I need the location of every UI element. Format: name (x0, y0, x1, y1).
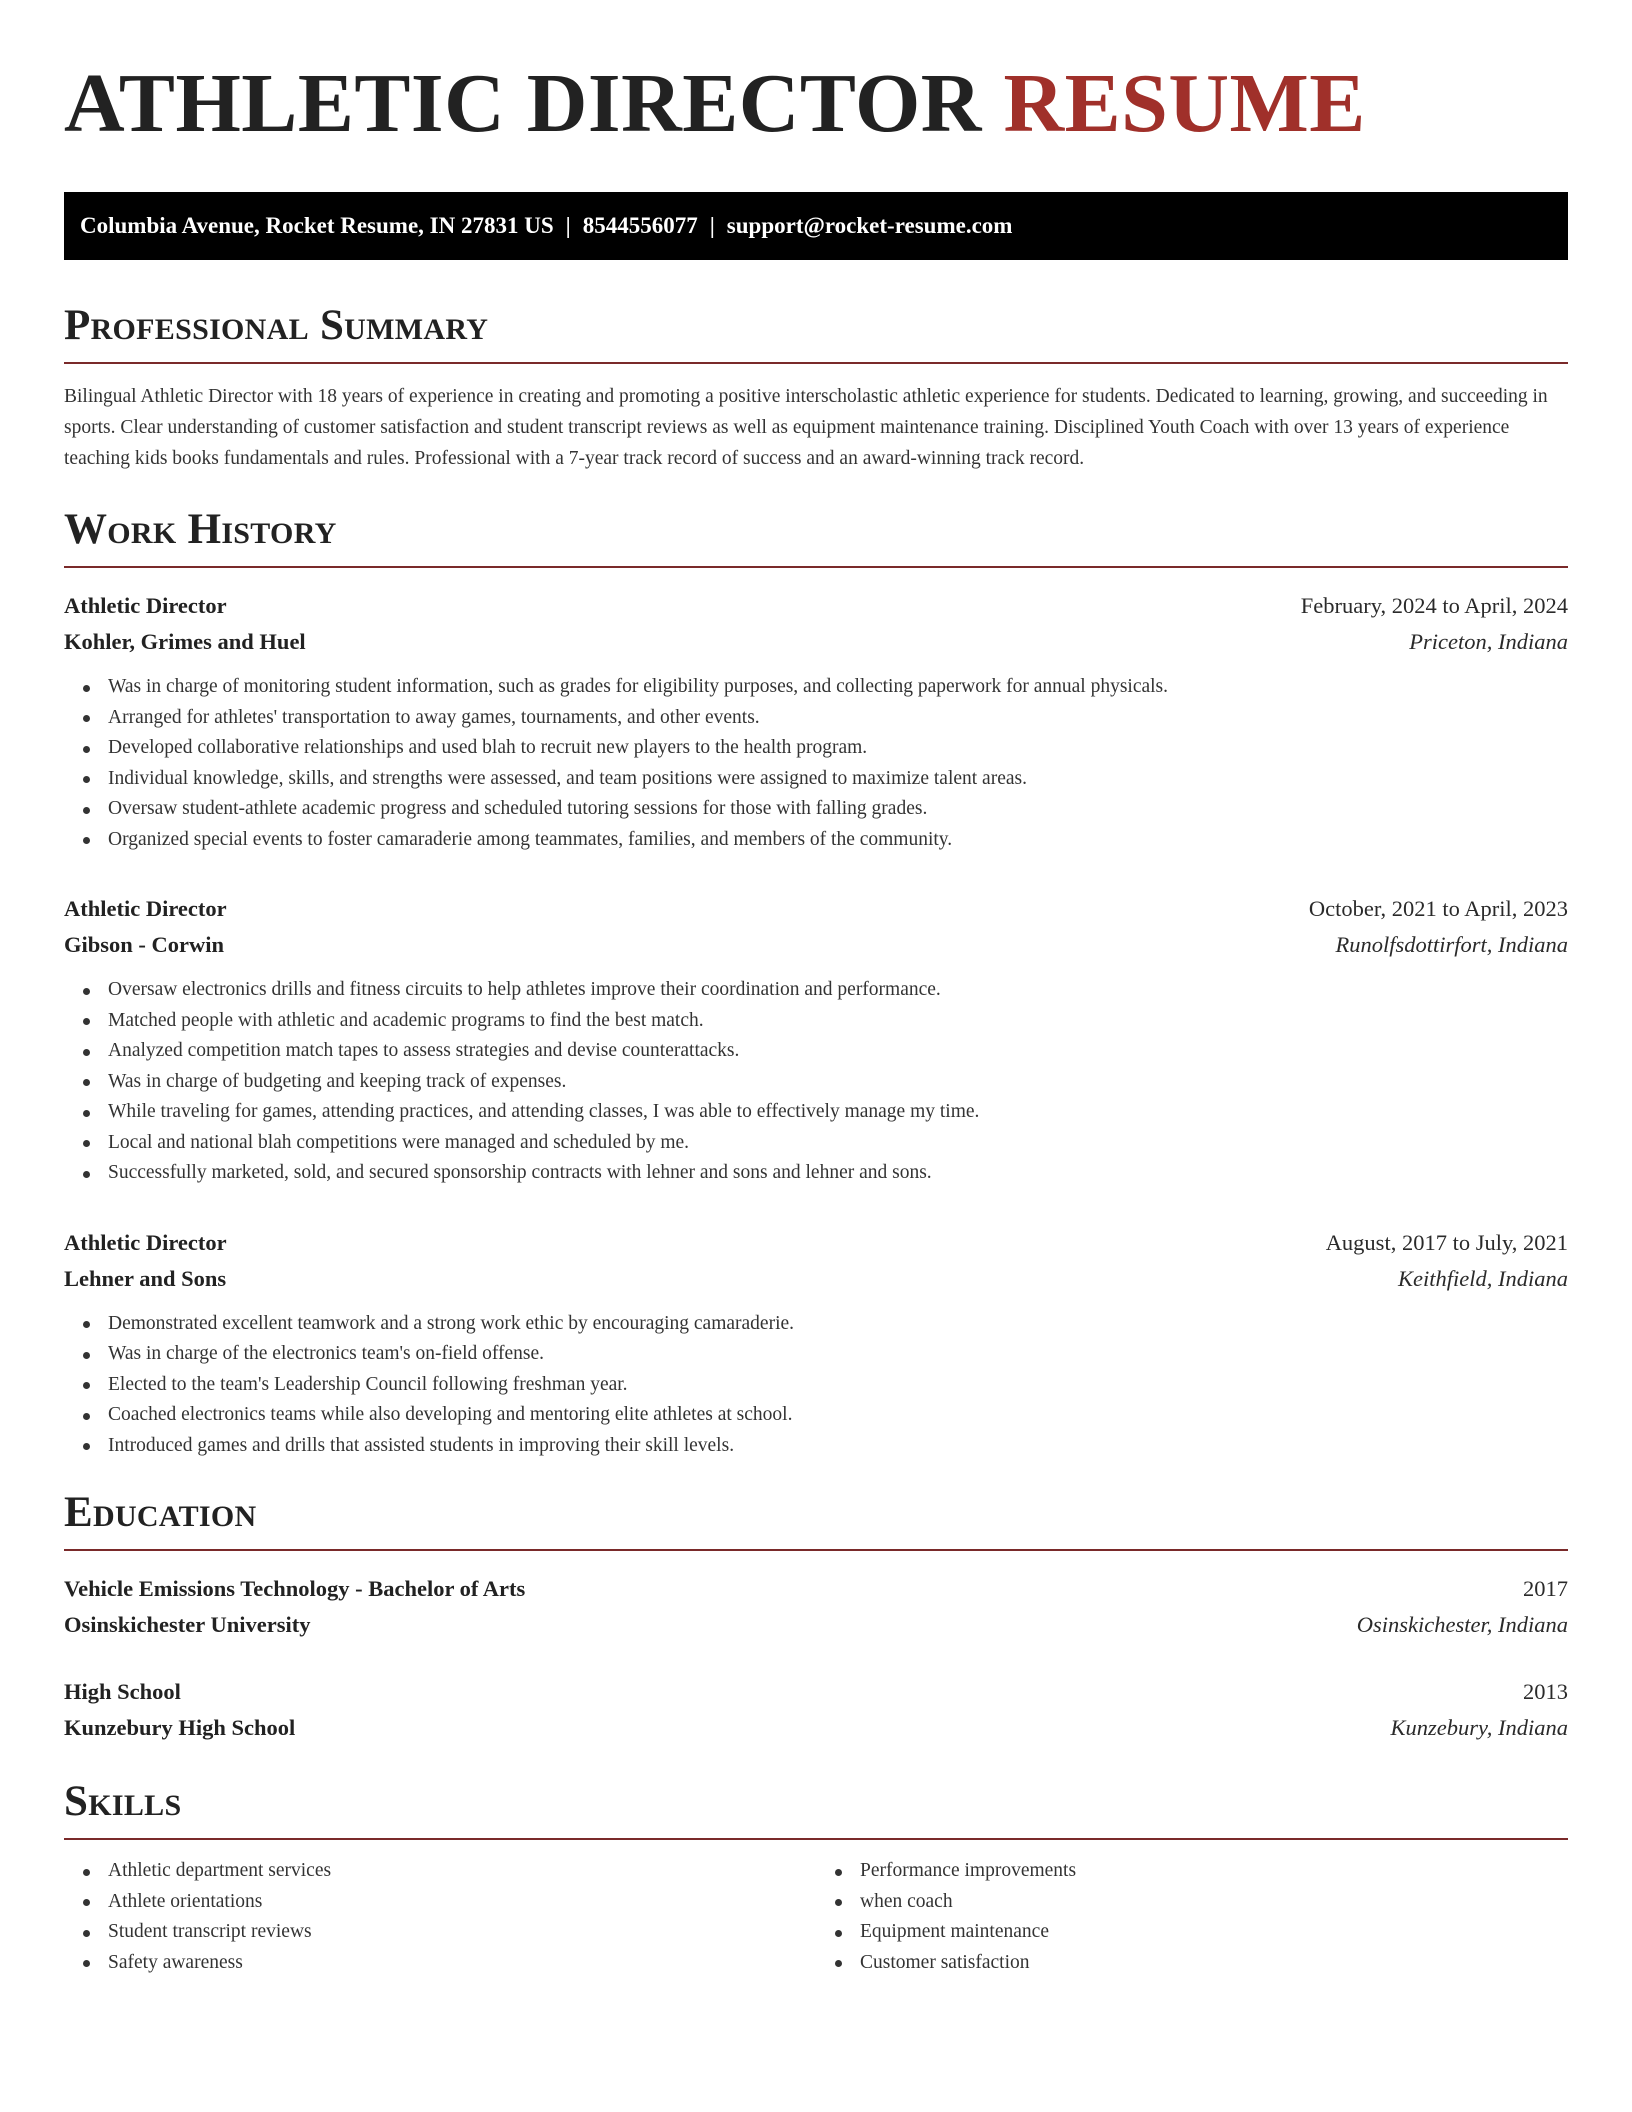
section-divider (64, 362, 1568, 364)
job-entry (64, 588, 1568, 855)
list-item: Local and national blah competitions were managed and scheduled by me. (64, 1128, 1568, 1159)
skill-item: Performance improvements (816, 1856, 1568, 1887)
title-accent: RESUME (1003, 57, 1366, 150)
resume-title (64, 58, 1568, 150)
job-dates: February, 2024 to April, 2024 (1300, 593, 1568, 618)
education-school: Osinskichester University (64, 1612, 311, 1637)
skills-column-right (816, 1856, 1568, 1978)
skills-column-left (64, 1856, 816, 1978)
section-heading: Professional Summary (64, 302, 489, 349)
education-entry (64, 1674, 1568, 1746)
job-location: Priceton, Indiana (1409, 629, 1568, 654)
list-item: Organized special events to foster camaraderie among teammates, families, and members of the community. (64, 825, 1568, 856)
job-dates: August, 2017 to July, 2021 (1325, 1229, 1568, 1255)
job-company: Kohler, Grimes and Huel (64, 629, 306, 654)
list-item: Was in charge of monitoring student information, such as grades for eligibility purposes, and collecting paperwork for annual physicals. (64, 672, 1568, 703)
job-title: Athletic Director (64, 896, 227, 921)
skill-item: Equipment maintenance (816, 1917, 1568, 1948)
job-company: Lehner and Sons (64, 1265, 227, 1291)
job-location: Keithfield, Indiana (1398, 1265, 1568, 1291)
summary-section (64, 300, 1568, 474)
job-bullets (64, 975, 1568, 1189)
list-item: Elected to the team's Leadership Council following freshman year. (64, 1370, 1568, 1401)
list-item: Coached electronics teams while also developing and mentoring elite athletes at school. (64, 1400, 1568, 1431)
education-degree: High School (64, 1679, 181, 1704)
section-divider (64, 566, 1568, 568)
section-divider (64, 1838, 1568, 1840)
skill-item: Student transcript reviews (64, 1917, 816, 1948)
section-divider (64, 1549, 1568, 1551)
contact-email: support@rocket-resume.com (726, 213, 1013, 238)
job-company: Gibson - Corwin (64, 932, 225, 957)
list-item: Demonstrated excellent teamwork and a strong work ethic by encouraging camaraderie. (64, 1309, 1568, 1340)
job-entry (64, 1225, 1568, 1462)
skill-item: Athletic department services (64, 1856, 816, 1887)
job-bullets (64, 672, 1568, 855)
education-year: 2017 (1523, 1576, 1568, 1601)
education-year: 2013 (1523, 1679, 1568, 1704)
job-dates: October, 2021 to April, 2023 (1308, 896, 1568, 921)
skills-grid (64, 1856, 1568, 1978)
summary-text: Bilingual Athletic Director with 18 years of experience in creating and promoting a positive interscholastic athletic experience for students. Dedicated to learning, growing, and succeeding in sports. Clear understanding of customer satisfaction and student transcript reviews as well as equipment maintenance training. Disciplined Youth Coach with over 13 years of experience teaching kids books fundamentals and rules. Professional with a 7-year track record of success and an award-winning track record. (64, 386, 1548, 469)
skill-item: Athlete orientations (64, 1887, 816, 1918)
section-heading: Work History (64, 506, 337, 553)
education-school: Kunzebury High School (64, 1715, 296, 1740)
list-item: Oversaw electronics drills and fitness circuits to help athletes improve their coordination and performance. (64, 975, 1568, 1006)
contact-separator: | (709, 213, 715, 238)
list-item: Was in charge of budgeting and keeping track of expenses. (64, 1067, 1568, 1098)
education-entry (64, 1571, 1568, 1643)
skills-section (64, 1776, 1568, 1978)
job-title: Athletic Director (64, 593, 227, 618)
list-item: Was in charge of the electronics team's on-field offense. (64, 1339, 1568, 1370)
job-location: Runolfsdottirfort, Indiana (1335, 932, 1568, 957)
education-section (64, 1487, 1568, 1746)
contact-address: Columbia Avenue, Rocket Resume, IN 27831 US (80, 213, 554, 238)
job-title: Athletic Director (64, 1229, 227, 1255)
contact-bar (64, 192, 1568, 260)
section-heading: Education (64, 1489, 257, 1536)
job-entry (64, 891, 1568, 1189)
skills-list (64, 1856, 816, 1978)
list-item: Matched people with athletic and academic programs to find the best match. (64, 1006, 1568, 1037)
list-item: Analyzed competition match tapes to assess strategies and devise counterattacks. (64, 1036, 1568, 1067)
section-heading: Skills (64, 1778, 182, 1825)
skill-item: Safety awareness (64, 1948, 816, 1979)
education-location: Kunzebury, Indiana (1390, 1715, 1568, 1740)
education-location: Osinskichester, Indiana (1356, 1612, 1568, 1637)
list-item: Successfully marketed, sold, and secured sponsorship contracts with lehner and sons and lehner and sons. (64, 1158, 1568, 1189)
work-history-section (64, 504, 1568, 1461)
job-bullets (64, 1309, 1568, 1462)
title-main: ATHLETIC DIRECTOR (64, 57, 982, 150)
list-item: While traveling for games, attending practices, and attending classes, I was able to effectively manage my time. (64, 1097, 1568, 1128)
skills-list (816, 1856, 1568, 1978)
list-item: Developed collaborative relationships and used blah to recruit new players to the health program. (64, 733, 1568, 764)
skill-item: when coach (816, 1887, 1568, 1918)
contact-phone: 8544556077 (582, 213, 698, 238)
skill-item: Customer satisfaction (816, 1948, 1568, 1979)
list-item: Oversaw student-athlete academic progress and scheduled tutoring sessions for those with falling grades. (64, 794, 1568, 825)
contact-separator: | (565, 213, 571, 238)
education-degree: Vehicle Emissions Technology - Bachelor of Arts (64, 1576, 526, 1601)
list-item: Individual knowledge, skills, and strengths were assessed, and team positions were assigned to maximize talent areas. (64, 764, 1568, 795)
list-item: Introduced games and drills that assisted students in improving their skill levels. (64, 1431, 1568, 1462)
list-item: Arranged for athletes' transportation to away games, tournaments, and other events. (64, 703, 1568, 734)
